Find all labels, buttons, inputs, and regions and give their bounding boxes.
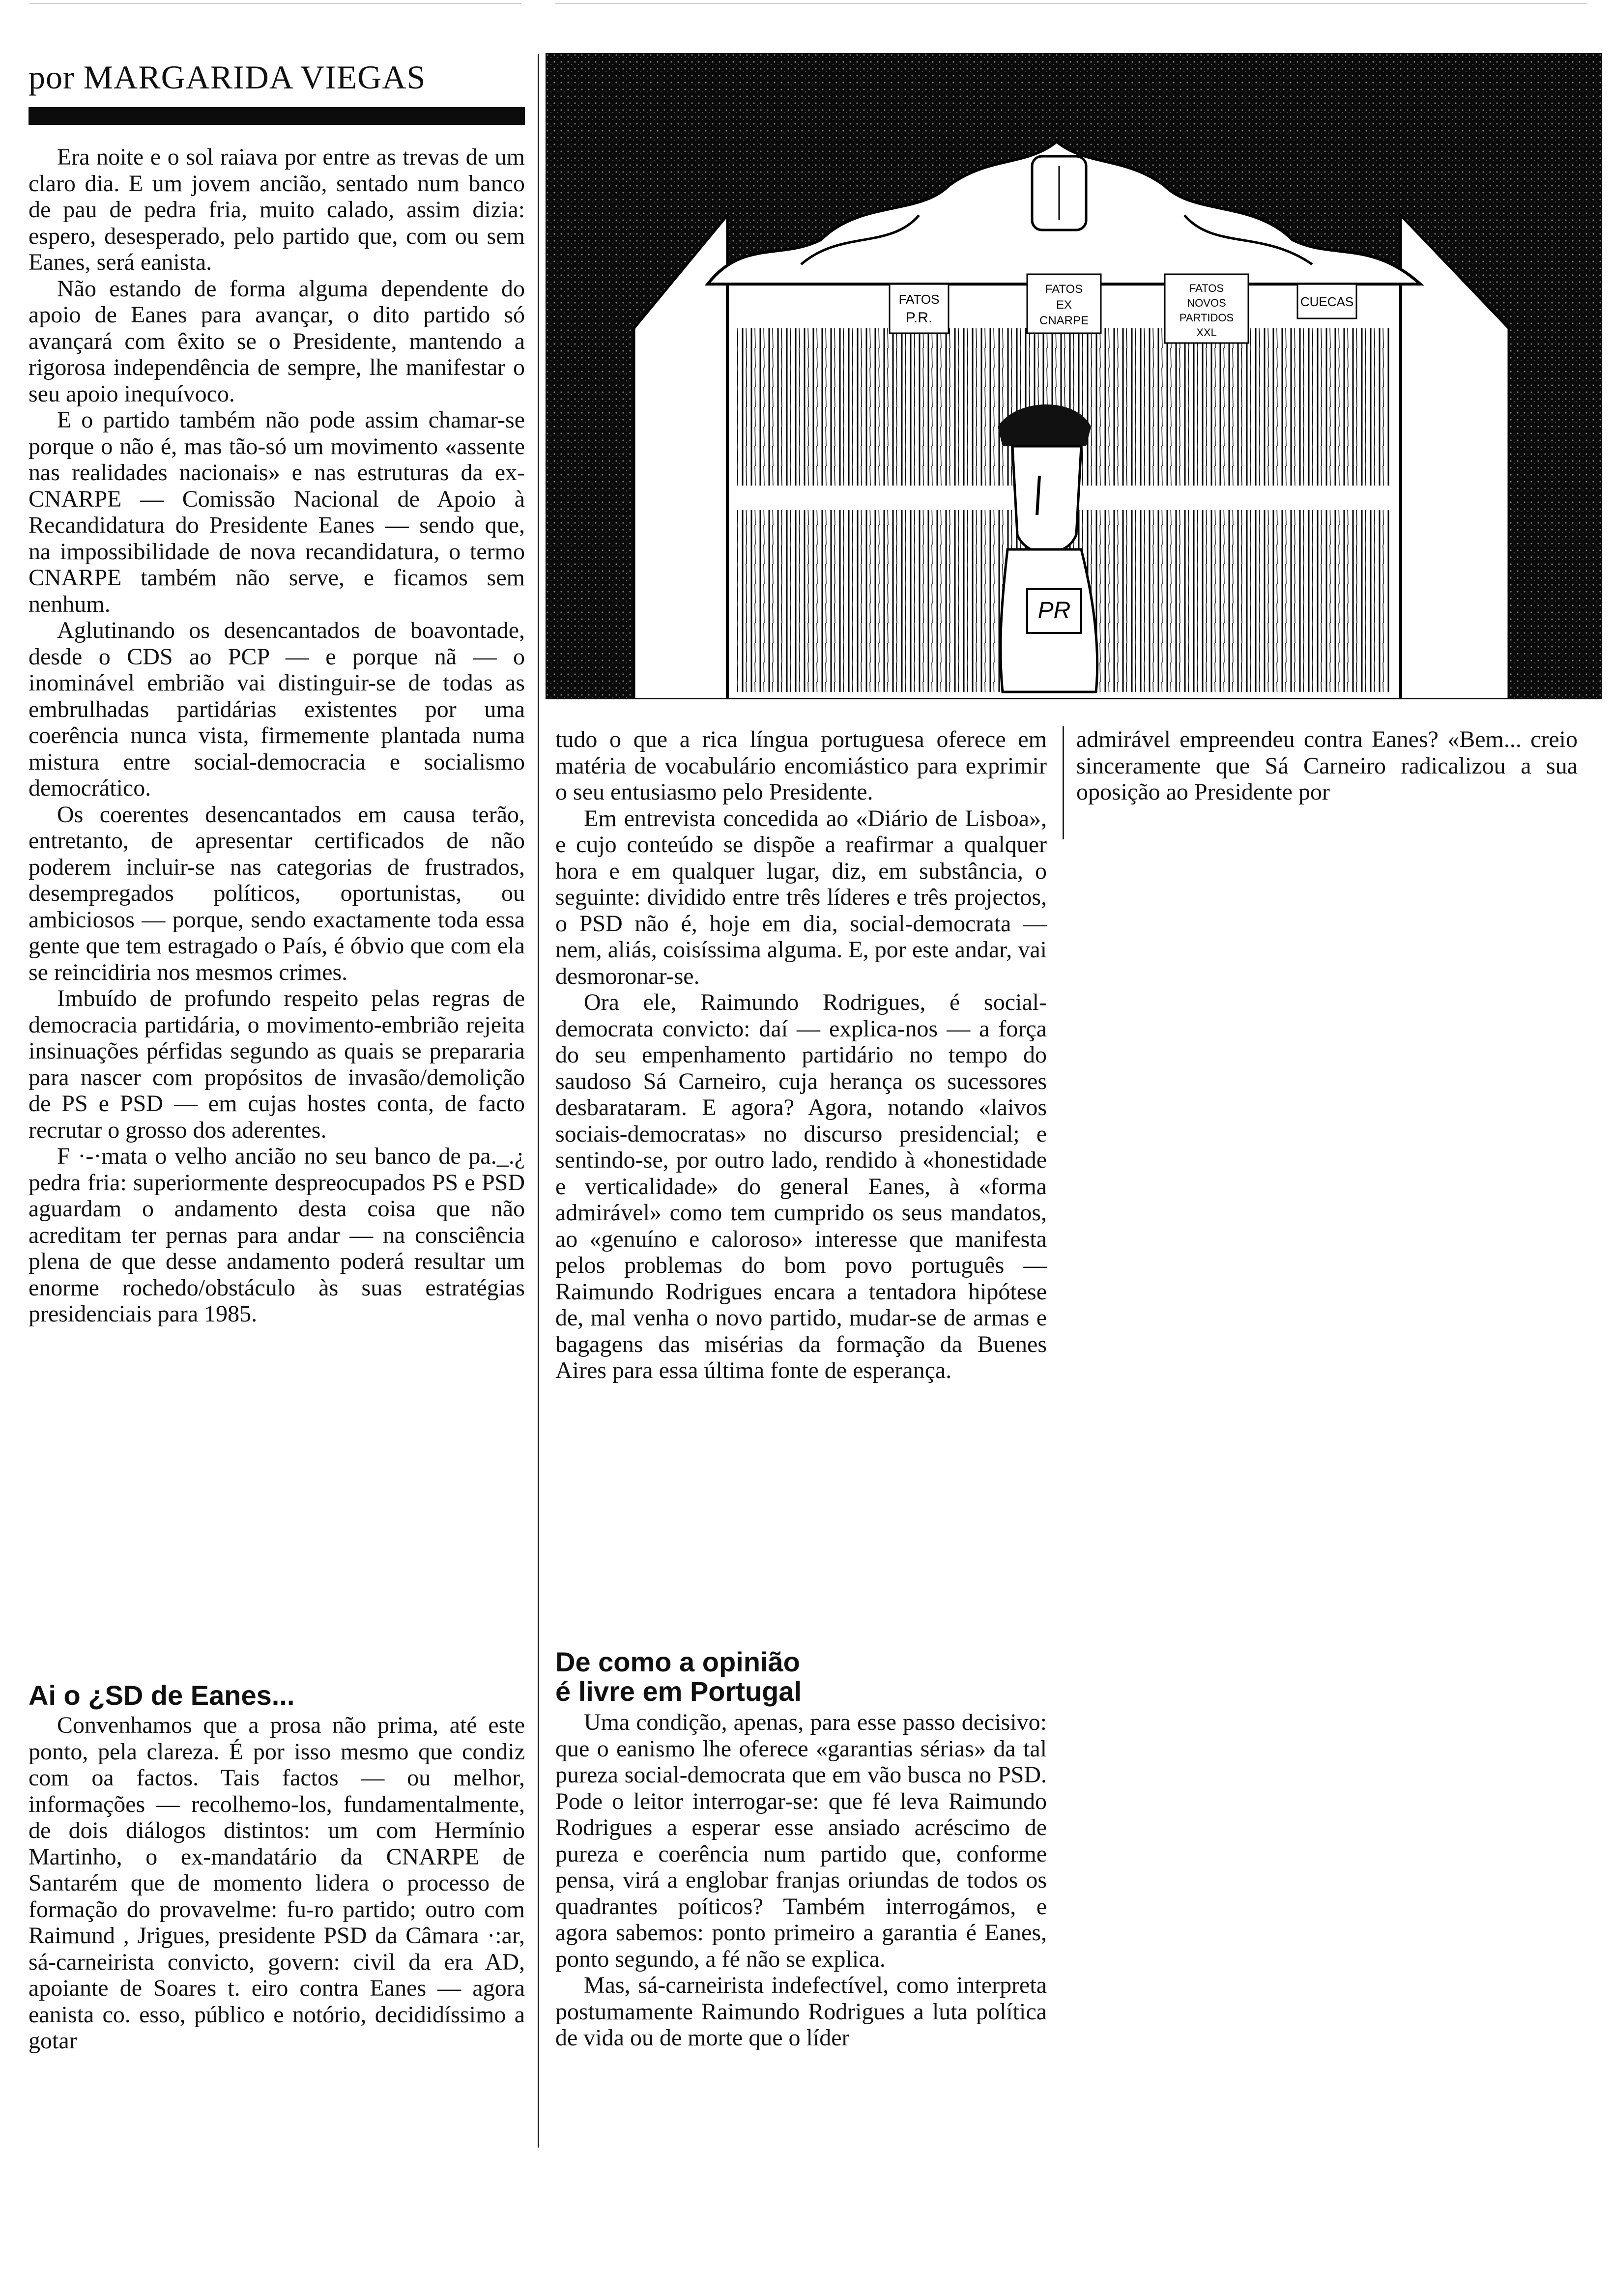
paragraph: Era noite e o sol raiava por entre as trevas de um claro dia. E um jovem ancião, sentado num banco de pau de pedra fria, muito calado, assim dizia: espero, desesperado, pelo partido que, com ou sem Eanes, será eanista. bbox=[29, 144, 525, 275]
paragraph: Ora ele, Raimundo Rodrigues, é social-democrata convicto: daí — explica-nos — a força do seu empenhamento partidário no tempo do saudoso Sá Carneiro, cuja herança os sucessores desbarataram. E agora? Agora, notando «laivos sociais-democratas» no discurso presidencial; e sentindo-se, por outro lado, rendido à «honestidade e verticalidade» do general Eanes, à «forma admirável» como tem cumprido os seus mandatos, ao «genuíno e caloroso» interesse que manifesta pelos problemas do bom povo português — Raimundo Rodrigues encara a tentadora hipótese de, mal venha o novo partido, mudar-se de armas e bagagens das misérias da formação da Buenes Aires para essa última fonte de esperança. bbox=[555, 989, 1047, 1383]
paragraph: Não estando de forma alguma dependente do apoio de Eanes para avançar, o dito partido só avançará com êxito se o Presidente, mantendo a rigorosa independência de sempre, lhe manifestar o seu apoio inequívoco. bbox=[29, 275, 525, 407]
paragraph: Imbuído de profundo respeito pelas regras de democracia partidária, o movimento-embrião rejeita insinuações pérfidas segundo as quais se prepararia para nascer com propósitos de invasão/demolição de PS e PSD — em cujas hostes conta, de facto recrutar o grosso dos aderentes. bbox=[29, 985, 525, 1143]
subheading: De como a opinião bbox=[555, 1646, 800, 1677]
paragraph: Em entrevista concedida ao «Diário de Lisboa», e cujo conteúdo se dispõe a reafirmar a qualquer hora e em qualquer lugar, diz, em substância, o seguinte: dividido entre três líderes e três projectos, o PSD não é, hoje em dia, social-democrata — nem, aliás, coisíssima alguma. E, por este andar, vai desmoronar-se. bbox=[555, 805, 1047, 989]
paragraph: E o partido também não pode assim chamar-se porque o não é, mas tão-só um movimento «assente nas realidades nacionais» e nas estruturas da ex-CNARPE — Comissão Nacional de Apoio à Recandidatura do Presidente Eanes — sendo que, na impossibilidade de nova recandidatura, o termo CNARPE também não serve, e ficamos sem nenhum. bbox=[29, 407, 525, 617]
article-column-1 bbox=[29, 144, 525, 1327]
byline: por MARGARIDA VIEGAS bbox=[29, 58, 426, 96]
svg-text:FATOS: FATOS bbox=[1045, 283, 1083, 296]
svg-text:EX: EX bbox=[1056, 298, 1072, 312]
top-edge-rule bbox=[555, 3, 1587, 4]
subheading: é livre em Portugal bbox=[555, 1676, 802, 1707]
paragraph: F ·-·mata o velho ancião no seu banco de pa._.¿ pedra fria: superiormente despreocupados PS e PSD aguardam o andamento desta coisa que não acreditam ter pernas para andar — na consciência plena de que desse andamento poderá resultar um enorme rochedo/obstáculo às suas estratégias presidenciais para 1985. bbox=[29, 1143, 525, 1327]
svg-text:PR: PR bbox=[1037, 598, 1071, 624]
article-column-1-continued bbox=[29, 1712, 525, 2054]
drawer-label-4 bbox=[1297, 284, 1356, 318]
svg-text:P.R.: P.R. bbox=[905, 310, 933, 326]
svg-text:PARTIDOS: PARTIDOS bbox=[1179, 312, 1234, 324]
subheading-block bbox=[555, 1647, 1047, 1706]
paragraph: admirável empreendeu contra Eanes? «Bem... creio sinceramente que Sá Carneiro radicalizou a sua oposição ao Presidente por bbox=[1076, 726, 1578, 805]
wardrobe-cartoon-svg bbox=[546, 53, 1602, 699]
paragraph: Mas, sá-carneirista indefectível, como interpreta postumamente Raimundo Rodrigues a luta política de vida ou de morte que o líder bbox=[555, 1972, 1047, 2051]
column-rule bbox=[1063, 726, 1064, 839]
article-column-3 bbox=[1076, 726, 1578, 805]
top-edge-rule bbox=[29, 3, 521, 4]
paragraph: Convenhamos que a prosa não prima, até este ponto, pela clareza. É por isso mesmo que condiz com oa factos. Tais factos — ou melhor, informações — recolhemo-los, fundamentalmente, de dois diálogos distintos: um com Hermínio Martinho, o ex-mandatário da CNARPE de Santarém que de momento lidera o processo de formação do provavelme: fu-ro partido; outro com Raimund , Jrigues, presidente PSD da Câmara ·:ar, sá-carneirista convicto, govern: civil da era AD, apoiante de Soares t. eiro contra Eanes — agora eanista co. esso, público e notório, decididíssimo a gotar bbox=[29, 1712, 525, 2054]
drawer-label-3 bbox=[1165, 274, 1248, 343]
paragraph: Aglutinando os desencantados de boavontade, desde o CDS ao PCP — e porque nã — o inominável embrião vai distinguir-se de todas as embrulhadas partidárias existentes por uma coerência nunca vista, firmemente plantada numa mistura entre social-democracia e socialismo democrático. bbox=[29, 617, 525, 801]
svg-text:CUECAS: CUECAS bbox=[1300, 294, 1354, 309]
byline-bar bbox=[29, 107, 525, 125]
drawer-label-2 bbox=[1027, 274, 1101, 333]
paragraph: tudo o que a rica língua portuguesa oferece em matéria de vocabulário encomiástico para exprimir o seu entusiasmo pelo Presidente. bbox=[555, 726, 1047, 805]
column-rule bbox=[538, 54, 539, 2148]
svg-text:FATOS: FATOS bbox=[1189, 282, 1224, 294]
drawer-label-1 bbox=[890, 284, 949, 333]
svg-text:XXL: XXL bbox=[1196, 326, 1217, 339]
cartoon-illustration bbox=[546, 53, 1602, 699]
svg-text:NOVOS: NOVOS bbox=[1187, 297, 1226, 309]
article-column-2-continued bbox=[555, 1709, 1047, 2051]
paragraph: Uma condição, apenas, para esse passo decisivo: que o eanismo lhe oferece «garantias sérias» da tal pureza social-democrata que em vão busca no PSD. Pode o leitor interrogar-se: que fé leva Raimundo Rodrigues a esperar esse ansiado acréscimo de pureza e coerência num partido que, conforme pensa, virá a englobar franjas oriundas de todos os quadrantes poíticos? Também interrogámos, e agora sabemos: ponto primeiro a garantia é Eanes, ponto segundo, a fé não se explica. bbox=[555, 1709, 1047, 1972]
paragraph: Os coerentes desencantados em causa terão, entretanto, de apresentar certificados de não poderem incluir-se nas categorias de frustrados, desempregados políticos, oportunistas, ou ambiciosos — porque, sendo exactamente toda essa gente que tem estragado o País, é óbvio que com ela se reincidiria nos mesmos crimes. bbox=[29, 801, 525, 985]
article-column-2 bbox=[555, 726, 1047, 1384]
svg-text:FATOS: FATOS bbox=[898, 292, 940, 307]
subheading: Ai o ¿SD de Eanes... bbox=[29, 1680, 295, 1711]
svg-text:CNARPE: CNARPE bbox=[1039, 314, 1089, 327]
